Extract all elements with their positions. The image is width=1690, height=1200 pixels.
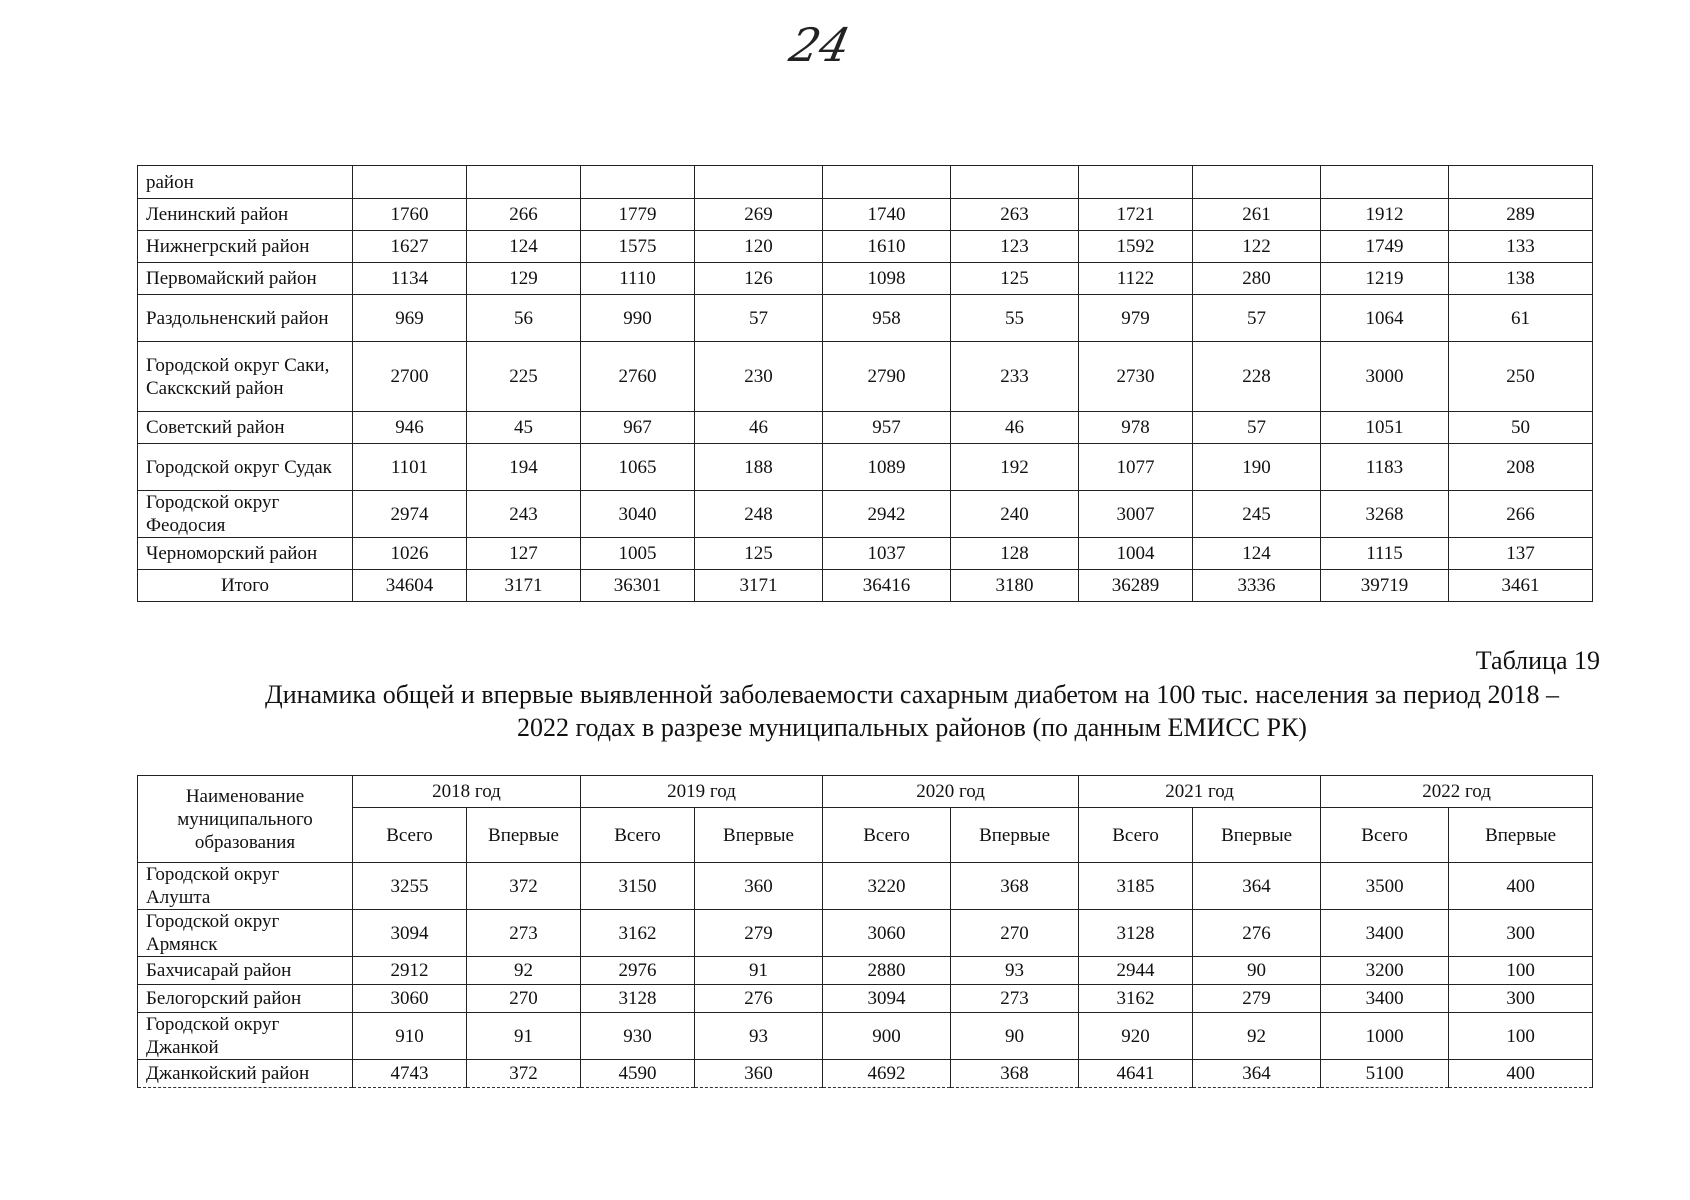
cell-value: 1077 — [1079, 444, 1193, 491]
cell-value: 1000 — [1321, 1013, 1449, 1060]
table-row — [138, 342, 1593, 412]
cell-value: 1779 — [581, 199, 695, 231]
total-value: 3336 — [1193, 570, 1321, 602]
cell-value: 228 — [1193, 342, 1321, 412]
cell-value: 372 — [467, 863, 581, 910]
table-row — [138, 231, 1593, 263]
cell-value: 1026 — [353, 538, 467, 570]
cell-value: 360 — [695, 863, 823, 910]
cell-value: 2974 — [353, 491, 467, 538]
table-row — [138, 491, 1593, 538]
cell-value: 91 — [695, 957, 823, 985]
cell-value — [823, 166, 951, 199]
header-new: Впервые — [467, 808, 581, 863]
cell-value: 3500 — [1321, 863, 1449, 910]
cell-value: 273 — [951, 985, 1079, 1013]
cell-value: 194 — [467, 444, 581, 491]
total-value: 36301 — [581, 570, 695, 602]
cell-value: 368 — [951, 863, 1079, 910]
cell-value: 1051 — [1321, 412, 1449, 444]
cell-value — [353, 166, 467, 199]
cell-value: 967 — [581, 412, 695, 444]
header-new: Впервые — [1449, 808, 1593, 863]
cell-value: 57 — [1193, 412, 1321, 444]
cell-value: 100 — [1449, 1013, 1593, 1060]
cell-value: 93 — [951, 957, 1079, 985]
cell-value: 57 — [695, 295, 823, 342]
cell-value: 1134 — [353, 263, 467, 295]
cell-value: 128 — [951, 538, 1079, 570]
total-value: 3171 — [695, 570, 823, 602]
header-year-2019: 2019 год — [581, 776, 823, 808]
cell-value: 3000 — [1321, 342, 1449, 412]
cell-value: 263 — [951, 199, 1079, 231]
cell-value: 1037 — [823, 538, 951, 570]
cell-value: 3162 — [1079, 985, 1193, 1013]
table-row — [138, 910, 1593, 957]
page-number: 24 — [784, 18, 856, 72]
cell-value: 3094 — [823, 985, 951, 1013]
cell-value: 4692 — [823, 1060, 951, 1088]
cell-value: 3150 — [581, 863, 695, 910]
cell-value: 2790 — [823, 342, 951, 412]
cell-value: 1575 — [581, 231, 695, 263]
cell-value: 1627 — [353, 231, 467, 263]
row-name: Городской округ Саки, Сакскский район — [138, 342, 353, 412]
cell-value: 270 — [467, 985, 581, 1013]
row-name: Раздольненский район — [138, 295, 353, 342]
cell-value: 930 — [581, 1013, 695, 1060]
cell-value: 280 — [1193, 263, 1321, 295]
cell-value: 1122 — [1079, 263, 1193, 295]
cell-value: 93 — [695, 1013, 823, 1060]
total-value: 36289 — [1079, 570, 1193, 602]
cell-value: 190 — [1193, 444, 1321, 491]
cell-value: 3162 — [581, 910, 695, 957]
cell-value: 920 — [1079, 1013, 1193, 1060]
total-row — [138, 570, 1593, 602]
cell-value: 1219 — [1321, 263, 1449, 295]
row-name: Городской округ Феодосия — [138, 491, 353, 538]
cell-value — [695, 166, 823, 199]
cell-value: 2944 — [1079, 957, 1193, 985]
table-row — [138, 957, 1593, 985]
cell-value: 4641 — [1079, 1060, 1193, 1088]
cell-value: 245 — [1193, 491, 1321, 538]
cell-value: 61 — [1449, 295, 1593, 342]
cell-value: 969 — [353, 295, 467, 342]
table-row — [138, 444, 1593, 491]
cell-value: 270 — [951, 910, 1079, 957]
cell-value: 188 — [695, 444, 823, 491]
cell-value: 91 — [467, 1013, 581, 1060]
cell-value: 133 — [1449, 231, 1593, 263]
header-total: Всего — [823, 808, 951, 863]
cell-value: 124 — [467, 231, 581, 263]
cell-value: 248 — [695, 491, 823, 538]
cell-value — [1079, 166, 1193, 199]
cell-value: 92 — [1193, 1013, 1321, 1060]
cell-value: 957 — [823, 412, 951, 444]
cell-value: 208 — [1449, 444, 1593, 491]
cell-value: 368 — [951, 1060, 1079, 1088]
total-label: Итого — [138, 570, 353, 602]
cell-value: 1064 — [1321, 295, 1449, 342]
cell-value: 400 — [1449, 863, 1593, 910]
row-name: Бахчисарай район — [138, 957, 353, 985]
cell-value: 3255 — [353, 863, 467, 910]
cell-value: 120 — [695, 231, 823, 263]
cell-value: 56 — [467, 295, 581, 342]
total-value: 3171 — [467, 570, 581, 602]
table-row — [138, 538, 1593, 570]
cell-value: 1005 — [581, 538, 695, 570]
table-row — [138, 263, 1593, 295]
cell-value: 126 — [695, 263, 823, 295]
cell-value: 124 — [1193, 538, 1321, 570]
cell-value: 2730 — [1079, 342, 1193, 412]
header-year-2021: 2021 год — [1079, 776, 1321, 808]
header-year-2018: 2018 год — [353, 776, 581, 808]
cell-value — [581, 166, 695, 199]
cell-value: 1912 — [1321, 199, 1449, 231]
cell-value: 979 — [1079, 295, 1193, 342]
cell-value: 279 — [695, 910, 823, 957]
header-total: Всего — [581, 808, 695, 863]
cell-value: 946 — [353, 412, 467, 444]
cell-value: 90 — [951, 1013, 1079, 1060]
cell-value: 2976 — [581, 957, 695, 985]
cell-value: 192 — [951, 444, 1079, 491]
header-new: Впервые — [695, 808, 823, 863]
cell-value: 273 — [467, 910, 581, 957]
cell-value: 1065 — [581, 444, 695, 491]
table-row — [138, 863, 1593, 910]
cell-value: 910 — [353, 1013, 467, 1060]
cell-value: 137 — [1449, 538, 1593, 570]
cell-value: 276 — [1193, 910, 1321, 957]
cell-value: 3128 — [1079, 910, 1193, 957]
cell-value: 364 — [1193, 1060, 1321, 1088]
cell-value: 57 — [1193, 295, 1321, 342]
cell-value — [1449, 166, 1593, 199]
cell-value: 266 — [467, 199, 581, 231]
cell-value: 1721 — [1079, 199, 1193, 231]
cell-value: 3007 — [1079, 491, 1193, 538]
cell-value: 2942 — [823, 491, 951, 538]
total-value: 3461 — [1449, 570, 1593, 602]
cell-value: 233 — [951, 342, 1079, 412]
total-value: 36416 — [823, 570, 951, 602]
cell-value: 3128 — [581, 985, 695, 1013]
cell-value: 3268 — [1321, 491, 1449, 538]
cell-value: 2700 — [353, 342, 467, 412]
cell-value: 230 — [695, 342, 823, 412]
cell-value: 3060 — [823, 910, 951, 957]
cell-value: 50 — [1449, 412, 1593, 444]
row-name: Черноморский район — [138, 538, 353, 570]
cell-value: 279 — [1193, 985, 1321, 1013]
cell-value: 46 — [695, 412, 823, 444]
row-name: Первомайский район — [138, 263, 353, 295]
cell-value: 269 — [695, 199, 823, 231]
cell-value: 123 — [951, 231, 1079, 263]
cell-value — [1321, 166, 1449, 199]
cell-value: 2760 — [581, 342, 695, 412]
row-name: Городской округ Судак — [138, 444, 353, 491]
cell-value — [951, 166, 1079, 199]
table-title: Динамика общей и впервые выявленной заболеваемости сахарным диабетом на 100 тыс. населения за период 2018 – 2022 годах в разрезе муниципальных районов (по данным ЕМИСС РК) — [264, 680, 1560, 742]
row-name: Джанкойский район — [138, 1060, 353, 1088]
cell-value: 122 — [1193, 231, 1321, 263]
table-row — [138, 166, 1593, 199]
cell-value: 125 — [951, 263, 1079, 295]
cell-value: 364 — [1193, 863, 1321, 910]
cell-value: 289 — [1449, 199, 1593, 231]
cell-value: 5100 — [1321, 1060, 1449, 1088]
table-row — [138, 1013, 1593, 1060]
cell-value: 1760 — [353, 199, 467, 231]
cell-value: 300 — [1449, 985, 1593, 1013]
cell-value: 4743 — [353, 1060, 467, 1088]
cell-value: 1749 — [1321, 231, 1449, 263]
cell-value: 243 — [467, 491, 581, 538]
cell-value: 266 — [1449, 491, 1593, 538]
cell-value: 100 — [1449, 957, 1593, 985]
cell-value: 138 — [1449, 263, 1593, 295]
total-value: 39719 — [1321, 570, 1449, 602]
row-name: Городской округ Джанкой — [138, 1013, 353, 1060]
header-total: Всего — [353, 808, 467, 863]
cell-value: 225 — [467, 342, 581, 412]
cell-value: 3040 — [581, 491, 695, 538]
row-name: Нижнегрский район — [138, 231, 353, 263]
header-year-2022: 2022 год — [1321, 776, 1593, 808]
row-name: район — [138, 166, 353, 199]
cell-value: 958 — [823, 295, 951, 342]
cell-value — [1193, 166, 1321, 199]
district-incidence-table-continued — [137, 165, 1593, 602]
total-value: 3180 — [951, 570, 1079, 602]
cell-value: 400 — [1449, 1060, 1593, 1088]
cell-value: 3094 — [353, 910, 467, 957]
cell-value: 240 — [951, 491, 1079, 538]
cell-value: 360 — [695, 1060, 823, 1088]
cell-value: 978 — [1079, 412, 1193, 444]
cell-value: 127 — [467, 538, 581, 570]
cell-value: 3400 — [1321, 985, 1449, 1013]
cell-value: 3200 — [1321, 957, 1449, 985]
cell-value: 1740 — [823, 199, 951, 231]
diabetes-incidence-table — [137, 775, 1593, 1088]
table-row — [138, 412, 1593, 444]
cell-value: 1115 — [1321, 538, 1449, 570]
cell-value: 1592 — [1079, 231, 1193, 263]
row-name: Белогорский район — [138, 985, 353, 1013]
header-year-2020: 2020 год — [823, 776, 1079, 808]
cell-value: 129 — [467, 263, 581, 295]
cell-value: 2912 — [353, 957, 467, 985]
cell-value: 45 — [467, 412, 581, 444]
header-total: Всего — [1321, 808, 1449, 863]
cell-value: 55 — [951, 295, 1079, 342]
cell-value: 990 — [581, 295, 695, 342]
cell-value: 3185 — [1079, 863, 1193, 910]
cell-value: 4590 — [581, 1060, 695, 1088]
cell-value — [467, 166, 581, 199]
total-value: 34604 — [353, 570, 467, 602]
cell-value: 1610 — [823, 231, 951, 263]
row-name: Городской округ Алушта — [138, 863, 353, 910]
cell-value: 125 — [695, 538, 823, 570]
cell-value: 1110 — [581, 263, 695, 295]
row-name: Ленинский район — [138, 199, 353, 231]
cell-value: 90 — [1193, 957, 1321, 985]
table-row — [138, 1060, 1593, 1088]
cell-value: 1183 — [1321, 444, 1449, 491]
cell-value: 1089 — [823, 444, 951, 491]
cell-value: 300 — [1449, 910, 1593, 957]
cell-value: 276 — [695, 985, 823, 1013]
cell-value: 1101 — [353, 444, 467, 491]
cell-value: 3400 — [1321, 910, 1449, 957]
cell-value: 3060 — [353, 985, 467, 1013]
table-row — [138, 199, 1593, 231]
cell-value: 1098 — [823, 263, 951, 295]
cell-value: 92 — [467, 957, 581, 985]
cell-value: 2880 — [823, 957, 951, 985]
cell-value: 250 — [1449, 342, 1593, 412]
table-row — [138, 295, 1593, 342]
cell-value: 900 — [823, 1013, 951, 1060]
cell-value: 46 — [951, 412, 1079, 444]
header-name-column: Наименование муниципального образования — [138, 776, 353, 863]
cell-value: 261 — [1193, 199, 1321, 231]
header-new: Впервые — [951, 808, 1079, 863]
cell-value: 372 — [467, 1060, 581, 1088]
row-name: Городской округ Армянск — [138, 910, 353, 957]
row-name: Советский район — [138, 412, 353, 444]
table-row — [138, 985, 1593, 1013]
header-total: Всего — [1079, 808, 1193, 863]
table-number: Таблица 19 — [1475, 646, 1600, 675]
header-new: Впервые — [1193, 808, 1321, 863]
cell-value: 1004 — [1079, 538, 1193, 570]
cell-value: 3220 — [823, 863, 951, 910]
